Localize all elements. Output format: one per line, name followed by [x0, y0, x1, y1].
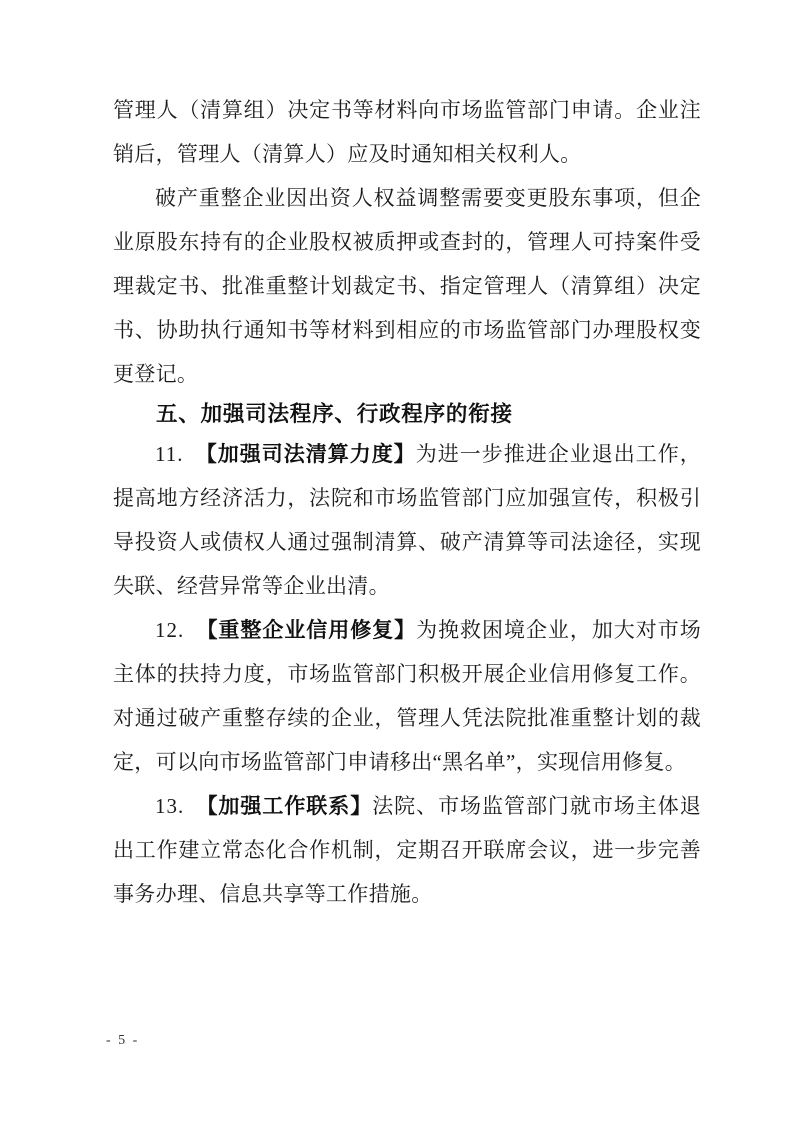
item-body: 法院、市场监管部门就市场主体退出工作建立常态化合作机制，定期召开联席会议，进一步完善事务办理、信息共享等工作措施。	[113, 794, 701, 906]
item-number: 11.	[155, 442, 184, 466]
item-body: 为进一步推进企业退出工作，提高地方经济活力，法院和市场监管部门应加强宣传，积极引导投资人或债权人通过强制清算、破产清算等司法途径，实现失联、经营异常等企业出清。	[113, 442, 701, 598]
item-title: 【加强司法清算力度】	[195, 442, 416, 466]
section-heading: 五、加强司法程序、行政程序的衔接	[156, 402, 513, 426]
page-number: - 5 -	[106, 1033, 140, 1048]
item-number: 13.	[155, 794, 185, 818]
paragraph-continuation: 管理人（清算组）决定书等材料向市场监管部门申请。企业注销后，管理人（清算人）应及时通知相关权利人。	[113, 98, 701, 166]
paragraph-item-12	[113, 608, 701, 784]
paragraph-item-11	[113, 432, 701, 608]
paragraph-share-transfer: 破产重整企业因出资人权益调整需要变更股东事项，但企业原股东持有的企业股权被质押或查封的，管理人可持案件受理裁定书、批准重整计划裁定书、指定管理人（清算组）决定书、协助执行通知书等材料到相应的市场监管部门办理股权变更登记。	[113, 186, 701, 386]
item-title: 【加强工作联系】	[195, 794, 373, 818]
page-text-block	[113, 88, 701, 916]
item-title: 【重整企业信用修复】	[195, 618, 417, 642]
paragraph-item-13	[113, 784, 701, 916]
item-number: 12.	[155, 618, 185, 642]
item-body: 为挽救困境企业，加大对市场主体的扶持力度，市场监管部门积极开展企业信用修复工作。对通过破产重整存续的企业，管理人凭法院批准重整计划的裁定，可以向市场监管部门申请移出“黑名单”，实现信用修复。	[113, 618, 702, 774]
